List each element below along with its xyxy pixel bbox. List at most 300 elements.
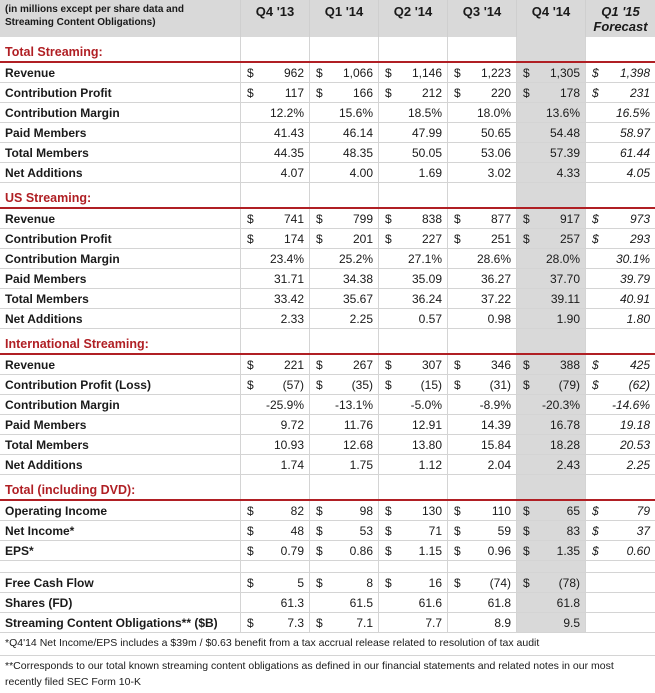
cell	[240, 123, 309, 142]
cell-value: 12.68	[342, 437, 373, 452]
dollar-sign: $	[592, 357, 599, 372]
row-label: Paid Members	[5, 271, 87, 286]
dollar-sign: $	[247, 503, 254, 518]
cell-value: 15.6%	[338, 105, 373, 120]
cell	[585, 329, 655, 353]
cell	[240, 83, 309, 102]
cell	[447, 521, 516, 540]
table-row	[0, 521, 655, 541]
cell	[309, 613, 378, 632]
cell	[378, 395, 447, 414]
cell-value: 18.5%	[407, 105, 442, 120]
cell-value: 54.48	[549, 125, 580, 140]
dollar-sign: $	[385, 377, 392, 392]
cell	[240, 289, 309, 308]
cell	[309, 593, 378, 612]
cell	[378, 163, 447, 182]
cell	[516, 613, 585, 632]
cell	[309, 375, 378, 394]
dollar-sign: $	[316, 357, 323, 372]
cell	[378, 63, 447, 82]
cell-value: 44.35	[273, 145, 304, 160]
cell	[309, 501, 378, 520]
cell-value: 346	[490, 357, 511, 372]
cell	[516, 209, 585, 228]
cell-value: -5.0%	[410, 397, 442, 412]
dollar-sign: $	[385, 575, 392, 590]
cell	[240, 455, 309, 474]
cell-value: 9.5	[563, 615, 580, 630]
cell	[585, 395, 655, 414]
cell	[240, 593, 309, 612]
cell	[585, 269, 655, 288]
table-row	[0, 309, 655, 329]
section-header-row	[0, 37, 655, 63]
cell	[585, 415, 655, 434]
dollar-sign: $	[592, 503, 599, 518]
cell-value: 799	[352, 211, 373, 226]
dollar-sign: $	[247, 211, 254, 226]
cell	[309, 209, 378, 228]
cell	[378, 329, 447, 353]
cell-value: 11.76	[343, 417, 373, 432]
dollar-sign: $	[454, 523, 461, 538]
cell	[585, 163, 655, 182]
cell-value: 130	[421, 503, 442, 518]
cell	[585, 289, 655, 308]
cell	[447, 123, 516, 142]
cell-value: 23.4%	[269, 251, 304, 266]
cell	[309, 269, 378, 288]
cell-value: 59	[497, 523, 511, 538]
table-row	[0, 593, 655, 613]
cell	[585, 573, 655, 592]
cell	[447, 475, 516, 499]
cell-value: 973	[629, 211, 650, 226]
cell	[585, 83, 655, 102]
dollar-sign: $	[592, 543, 599, 558]
table-row	[0, 613, 655, 633]
cell-value: 0.86	[349, 543, 373, 558]
cell	[516, 269, 585, 288]
cell	[240, 209, 309, 228]
cell	[447, 561, 516, 572]
cell-value: 27.1%	[407, 251, 442, 266]
cell-value: 425	[629, 357, 650, 372]
cell	[240, 183, 309, 207]
cell-value: -13.1%	[334, 397, 373, 412]
cell-value: 39.11	[550, 291, 580, 306]
cell-value: 58.97	[619, 125, 650, 140]
cell	[240, 521, 309, 540]
cell	[447, 209, 516, 228]
cell-value: 8	[366, 575, 373, 590]
dollar-sign: $	[454, 575, 461, 590]
section-header-row	[0, 475, 655, 501]
cell	[516, 83, 585, 102]
dollar-sign: $	[385, 211, 392, 226]
cell-value: 13.80	[411, 437, 442, 452]
cell	[378, 123, 447, 142]
cell	[378, 435, 447, 454]
dollar-sign: $	[592, 523, 599, 538]
cell-value: 10.93	[273, 437, 304, 452]
cell-value: 2.43	[556, 457, 580, 472]
cell-value: 0.96	[487, 543, 511, 558]
cell	[516, 289, 585, 308]
cell	[378, 521, 447, 540]
dollar-sign: $	[316, 65, 323, 80]
dollar-sign: $	[316, 503, 323, 518]
cell-value: 37.22	[480, 291, 511, 306]
cell-value: 12.91	[411, 417, 442, 432]
cell	[585, 183, 655, 207]
cell	[585, 123, 655, 142]
cell-value: 35.09	[411, 271, 442, 286]
cell-value: 7.3	[287, 615, 304, 630]
cell	[585, 309, 655, 328]
cell-value: 37	[636, 523, 650, 538]
cell	[378, 475, 447, 499]
cell	[240, 501, 309, 520]
cell	[516, 143, 585, 162]
dollar-sign: $	[247, 65, 254, 80]
section-title: International Streaming:	[5, 337, 149, 351]
cell	[516, 541, 585, 560]
dollar-sign: $	[523, 211, 530, 226]
cell	[309, 329, 378, 353]
row-label: Contribution Margin	[5, 251, 120, 266]
table-row	[0, 541, 655, 561]
cell	[447, 455, 516, 474]
cell	[378, 183, 447, 207]
dollar-sign: $	[592, 211, 599, 226]
dollar-sign: $	[385, 65, 392, 80]
cell	[516, 329, 585, 353]
table-row	[0, 455, 655, 475]
cell	[309, 435, 378, 454]
row-label: Paid Members	[5, 125, 87, 140]
cell	[447, 541, 516, 560]
cell-value: 46.14	[342, 125, 373, 140]
cell	[309, 573, 378, 592]
cell	[309, 541, 378, 560]
dollar-sign: $	[592, 231, 599, 246]
dollar-sign: $	[247, 575, 254, 590]
cell-value: 0.98	[487, 311, 511, 326]
cell-value: 1.80	[626, 311, 650, 326]
cell	[240, 309, 309, 328]
row-label: Contribution Margin	[5, 105, 120, 120]
dollar-sign: $	[523, 503, 530, 518]
cell-value: 82	[290, 503, 304, 518]
cell	[447, 355, 516, 374]
cell	[585, 63, 655, 82]
cell-value: 79	[636, 503, 650, 518]
cell-value: 110	[491, 503, 511, 518]
table-row	[0, 123, 655, 143]
cell	[240, 355, 309, 374]
cell	[378, 375, 447, 394]
cell-value: 201	[352, 231, 373, 246]
cell-value: 1,398	[619, 65, 650, 80]
cell	[240, 269, 309, 288]
cell	[447, 163, 516, 182]
cell-value: 53.06	[480, 145, 511, 160]
row-label: EPS*	[5, 543, 34, 558]
cell	[516, 229, 585, 248]
dollar-sign: $	[454, 543, 461, 558]
cell-value: 1.90	[556, 311, 580, 326]
cell	[240, 163, 309, 182]
cell-value: (74)	[489, 575, 511, 590]
cell-value: (35)	[351, 377, 373, 392]
cell-value: (15)	[420, 377, 442, 392]
dollar-sign: $	[316, 211, 323, 226]
cell-value: 35.67	[342, 291, 373, 306]
column-header	[447, 0, 516, 37]
cell-value: 53	[359, 523, 373, 538]
cell	[447, 435, 516, 454]
cell	[240, 103, 309, 122]
column-header	[240, 0, 309, 37]
column-header-label: Q4 '13	[255, 4, 295, 19]
cell	[240, 415, 309, 434]
cell	[378, 269, 447, 288]
dollar-sign: $	[523, 65, 530, 80]
cell-value: 1,305	[549, 65, 580, 80]
cell	[516, 103, 585, 122]
cell-value: 8.9	[494, 615, 511, 630]
cell	[447, 329, 516, 353]
dollar-sign: $	[385, 523, 392, 538]
cell	[516, 163, 585, 182]
cell	[309, 289, 378, 308]
cell	[516, 455, 585, 474]
cell-value: 25.2%	[338, 251, 373, 266]
cell	[585, 229, 655, 248]
cell	[447, 83, 516, 102]
dollar-sign: $	[523, 543, 530, 558]
table-row	[0, 501, 655, 521]
cell-value: (79)	[558, 377, 580, 392]
cell	[447, 395, 516, 414]
dollar-sign: $	[247, 231, 254, 246]
cell-value: 5	[297, 575, 304, 590]
row-label: Contribution Profit	[5, 231, 112, 246]
cell-value: 18.28	[549, 437, 580, 452]
cell	[585, 501, 655, 520]
cell-value: 0.79	[280, 543, 304, 558]
row-label: Free Cash Flow	[5, 575, 94, 590]
cell	[378, 355, 447, 374]
dollar-sign: $	[454, 377, 461, 392]
dollar-sign: $	[247, 523, 254, 538]
cell-value: 16.5%	[615, 105, 650, 120]
cell	[585, 521, 655, 540]
column-headers	[240, 0, 655, 37]
cell-value: 16.78	[549, 417, 580, 432]
cell	[585, 103, 655, 122]
cell	[447, 309, 516, 328]
cell-value: 40.91	[619, 291, 650, 306]
table-row	[0, 355, 655, 375]
dollar-sign: $	[316, 615, 323, 630]
cell	[240, 143, 309, 162]
cell-value: 1,223	[480, 65, 511, 80]
cell-value: 13.6%	[545, 105, 580, 120]
cell	[585, 435, 655, 454]
cell	[585, 355, 655, 374]
cell	[447, 375, 516, 394]
column-header-sublabel: Forecast	[593, 19, 648, 34]
cell-value: (31)	[489, 377, 511, 392]
cell	[309, 561, 378, 572]
dollar-sign: $	[454, 65, 461, 80]
dollar-sign: $	[247, 615, 254, 630]
cell-value: 4.00	[349, 165, 373, 180]
dollar-sign: $	[385, 231, 392, 246]
cell	[516, 395, 585, 414]
table-row	[0, 229, 655, 249]
cell	[309, 229, 378, 248]
cell	[378, 229, 447, 248]
table-row	[0, 249, 655, 269]
dollar-sign: $	[316, 85, 323, 100]
row-label: Shares (FD)	[5, 595, 73, 610]
row-label: Contribution Margin	[5, 397, 120, 412]
cell	[516, 561, 585, 572]
cell-value: -20.3%	[541, 397, 580, 412]
cell-value: 61.8	[556, 595, 580, 610]
cell	[516, 415, 585, 434]
section-title: US Streaming:	[5, 191, 92, 205]
column-header	[516, 0, 585, 37]
row-label: Revenue	[5, 65, 56, 80]
cell	[516, 37, 585, 61]
cell-value: 48.35	[342, 145, 373, 160]
cell-value: 98	[359, 503, 373, 518]
cell	[516, 375, 585, 394]
cell	[447, 63, 516, 82]
cell	[378, 209, 447, 228]
cell	[516, 183, 585, 207]
cell	[309, 521, 378, 540]
row-label: Operating Income	[5, 503, 108, 518]
cell	[516, 249, 585, 268]
table-row	[0, 163, 655, 183]
dollar-sign: $	[523, 85, 530, 100]
cell	[447, 415, 516, 434]
cell	[585, 475, 655, 499]
cell	[309, 123, 378, 142]
cell-value: 61.3	[280, 595, 304, 610]
cell-value: 174	[283, 231, 304, 246]
row-label	[0, 561, 240, 572]
dollar-sign: $	[523, 575, 530, 590]
cell-value: 18.0%	[476, 105, 511, 120]
cell	[516, 435, 585, 454]
dollar-sign: $	[247, 543, 254, 558]
cell	[378, 309, 447, 328]
cell	[309, 355, 378, 374]
dollar-sign: $	[385, 503, 392, 518]
cell-value: 251	[490, 231, 511, 246]
dollar-sign: $	[385, 357, 392, 372]
cell	[309, 249, 378, 268]
cell-value: 2.04	[487, 457, 511, 472]
row-label: Paid Members	[5, 417, 87, 432]
cell	[585, 143, 655, 162]
cell	[378, 613, 447, 632]
dollar-sign: $	[316, 523, 323, 538]
cell	[309, 309, 378, 328]
cell	[240, 561, 309, 572]
row-label: Contribution Profit (Loss)	[5, 377, 151, 392]
cell	[240, 249, 309, 268]
cell-value: 838	[421, 211, 442, 226]
cell	[309, 143, 378, 162]
table-row	[0, 209, 655, 229]
cell	[585, 455, 655, 474]
cell-value: -14.6%	[611, 397, 650, 412]
cell-value: 7.7	[425, 615, 442, 630]
cell	[378, 573, 447, 592]
cell-value: (78)	[558, 575, 580, 590]
table-row	[0, 375, 655, 395]
cell	[309, 83, 378, 102]
cell	[378, 143, 447, 162]
cell	[447, 183, 516, 207]
cell	[585, 37, 655, 61]
dollar-sign: $	[454, 85, 461, 100]
cell-value: 15.84	[480, 437, 511, 452]
dollar-sign: $	[592, 377, 599, 392]
cell-value: 50.65	[480, 125, 511, 140]
cell-value: 4.33	[556, 165, 580, 180]
cell	[585, 249, 655, 268]
column-header-label: Q2 '14	[393, 4, 433, 19]
dollar-sign: $	[316, 231, 323, 246]
cell	[378, 593, 447, 612]
cell-value: 36.24	[411, 291, 442, 306]
table-row	[0, 143, 655, 163]
dollar-sign: $	[316, 377, 323, 392]
cell	[447, 37, 516, 61]
column-header	[378, 0, 447, 37]
section-title: Total Streaming:	[5, 45, 103, 59]
cell-value: 61.5	[349, 595, 373, 610]
cell	[585, 613, 655, 632]
cell-value: 7.1	[356, 615, 373, 630]
cell	[240, 375, 309, 394]
cell-value: 0.57	[418, 311, 442, 326]
cell-value: 34.38	[342, 271, 373, 286]
column-header-label: Q4 '14	[531, 4, 571, 19]
dollar-sign: $	[247, 357, 254, 372]
cell	[309, 475, 378, 499]
cell-value: 1.15	[418, 543, 442, 558]
cell-value: 16	[428, 575, 442, 590]
cell-value: 1.12	[418, 457, 442, 472]
dollar-sign: $	[316, 575, 323, 590]
cell	[378, 289, 447, 308]
cell-value: 33.42	[273, 291, 304, 306]
dollar-sign: $	[523, 523, 530, 538]
cell	[447, 289, 516, 308]
dollar-sign: $	[454, 503, 461, 518]
cell-value: 37.70	[549, 271, 580, 286]
